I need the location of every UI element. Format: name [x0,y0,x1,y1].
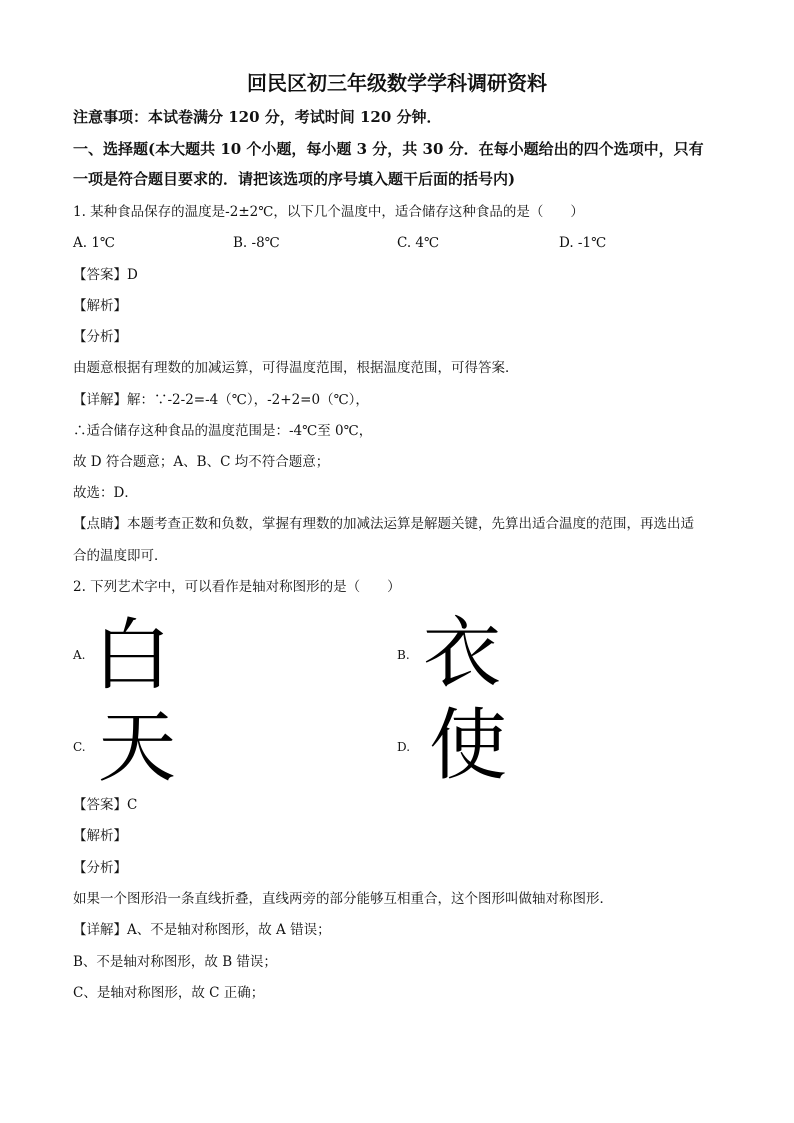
q2-detail-3: C、是轴对称图形，故 C 正确； [73,985,265,1001]
q2-option-c-char: 天 [98,703,177,793]
q1-option-d: D. -1℃ [559,235,607,251]
q2-option-b-label: B. [397,648,410,662]
q2-fenxi: 如果一个图形沿一条直线折叠，直线两旁的部分能够互相重合，这个图形叫做轴对称图形． [73,891,613,907]
q1-detail-4: 故选：D． [73,485,138,501]
q2-option-a-char: 白 [93,611,172,701]
q1-answer: 【答案】D [73,267,138,283]
page-title: 回民区初三年级数学学科调研资料 [247,71,547,95]
q1-detail-3: 故 D 符合题意；A、B、C 均不符合题意； [73,454,330,470]
section-heading-line2: 一项是符合题目要求的．请把该选项的序号填入题干后面的括号内) [73,170,516,188]
q1-option-a: A. 1℃ [73,235,116,251]
q2-stem: 2. 下列艺术字中，可以看作是轴对称图形的是（ ） [73,579,401,595]
q2-fenxi-tag: 【分析】 [73,860,127,876]
q2-detail-1: 【详解】A、不是轴对称图形，故 A 错误； [73,922,331,938]
notice: 注意事项：本试卷满分 120 分，考试时间 120 分钟． [73,108,442,126]
q2-detail-2: B、不是轴对称图形，故 B 错误； [73,954,277,970]
q1-dianjing-2: 合的温度即可． [73,548,168,564]
q1-stem: 1. 某种食品保存的温度是-2±2℃，以下几个温度中，适合储存这种食品的是（ ） [73,204,584,220]
q2-answer: 【答案】C [73,797,138,813]
q2-option-c-label: C. [73,740,86,754]
q1-analysis-tag: 【解析】 [73,298,127,314]
q2-option-b-char: 衣 [423,609,502,699]
q2-option-d-char: 使 [429,701,508,791]
q1-dianjing-1: 【点睛】本题考查正数和负数，掌握有理数的加减法运算是解题关键，先算出适合温度的范围，再选出适 [73,516,694,532]
q1-detail-2: ∴适合储存这种食品的温度范围是：-4℃至 0℃， [73,423,373,439]
q1-detail-1: 【详解】解：∵-2-2=-4（℃），-2+2=0（℃）， [73,392,369,408]
q1-fenxi: 由题意根据有理数的加减运算，可得温度范围，根据温度范围，可得答案． [73,360,519,376]
q1-option-b: B. -8℃ [233,235,280,251]
q1-option-c: C. 4℃ [397,235,440,251]
q2-analysis-tag: 【解析】 [73,828,127,844]
q1-fenxi-tag: 【分析】 [73,329,127,345]
q2-option-d-label: D. [397,740,411,754]
section-heading-line1: 一、选择题(本大题共 10 个小题，每小题 3 分，共 30 分．在每小题给出的四个选项中，只有 [73,140,704,158]
q2-option-a-label: A. [73,648,86,662]
